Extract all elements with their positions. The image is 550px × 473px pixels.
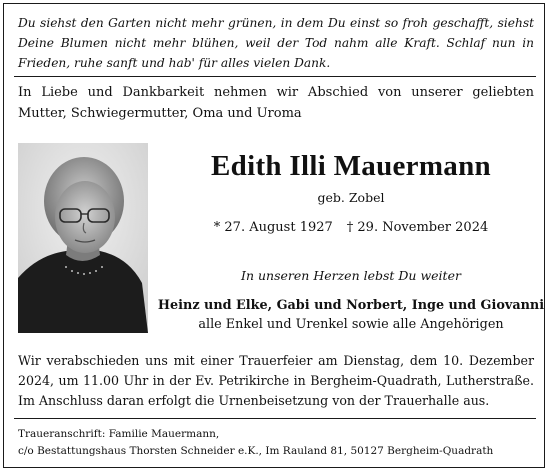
address-line: c/o Bestattungshaus Thorsten Schneider e.K., Im Rauland 81, 50127 Bergheim-Quadrath	[18, 445, 494, 457]
address-line: Traueranschrift: Familie Mauermann,	[18, 428, 220, 440]
deceased-name: Edith Illi Mauermann	[211, 150, 491, 182]
family-relatives: alle Enkel und Urenkel sowie alle Angehörigen	[198, 317, 504, 332]
service-details	[18, 351, 534, 411]
portrait-photo	[18, 143, 148, 333]
memorial-poem	[18, 13, 534, 73]
maiden-name: geb. Zobel	[317, 190, 385, 205]
mourning-address	[18, 426, 540, 460]
life-dates	[152, 218, 550, 238]
service-line: Im Anschluss daran erfolgt die Urnenbeisetzung von der Trauerhalle aus.	[18, 393, 490, 408]
death-date: † 29. November 2024	[346, 220, 489, 235]
farewell-intro	[18, 83, 534, 124]
poem-line: Frieden, ruhe sanft und hab' für alles vielen Dank.	[18, 56, 331, 70]
intro-line: Mutter, Schwiegermutter, Oma und Uroma	[18, 105, 302, 121]
service-line: Wir verabschieden uns mit einer Trauerfeier am Dienstag, dem 10. Dezember	[18, 353, 534, 368]
intro-line: In Liebe und Dankbarkeit nehmen wir Abschied von unserer geliebten	[18, 85, 534, 100]
poem-line: Du siehst den Garten nicht mehr grünen, in dem Du einst so froh geschafft, siehst	[18, 16, 534, 30]
service-line: 2024, um 11.00 Uhr in der Ev. Petrikirche in Bergheim-Quadrath, Lutherstraße.	[18, 373, 534, 388]
divider	[14, 76, 536, 77]
poem-line: Deine Blumen nicht mehr blühen, weil der Tod nahm alle Kraft. Schlaf nun in	[18, 36, 534, 50]
divider	[14, 418, 536, 419]
family-names: Heinz und Elke, Gabi und Norbert, Inge und Giovanni	[157, 298, 545, 313]
birth-date: * 27. August 1927	[213, 220, 333, 235]
memorial-motto: In unseren Herzen lebst Du weiter	[241, 268, 461, 283]
